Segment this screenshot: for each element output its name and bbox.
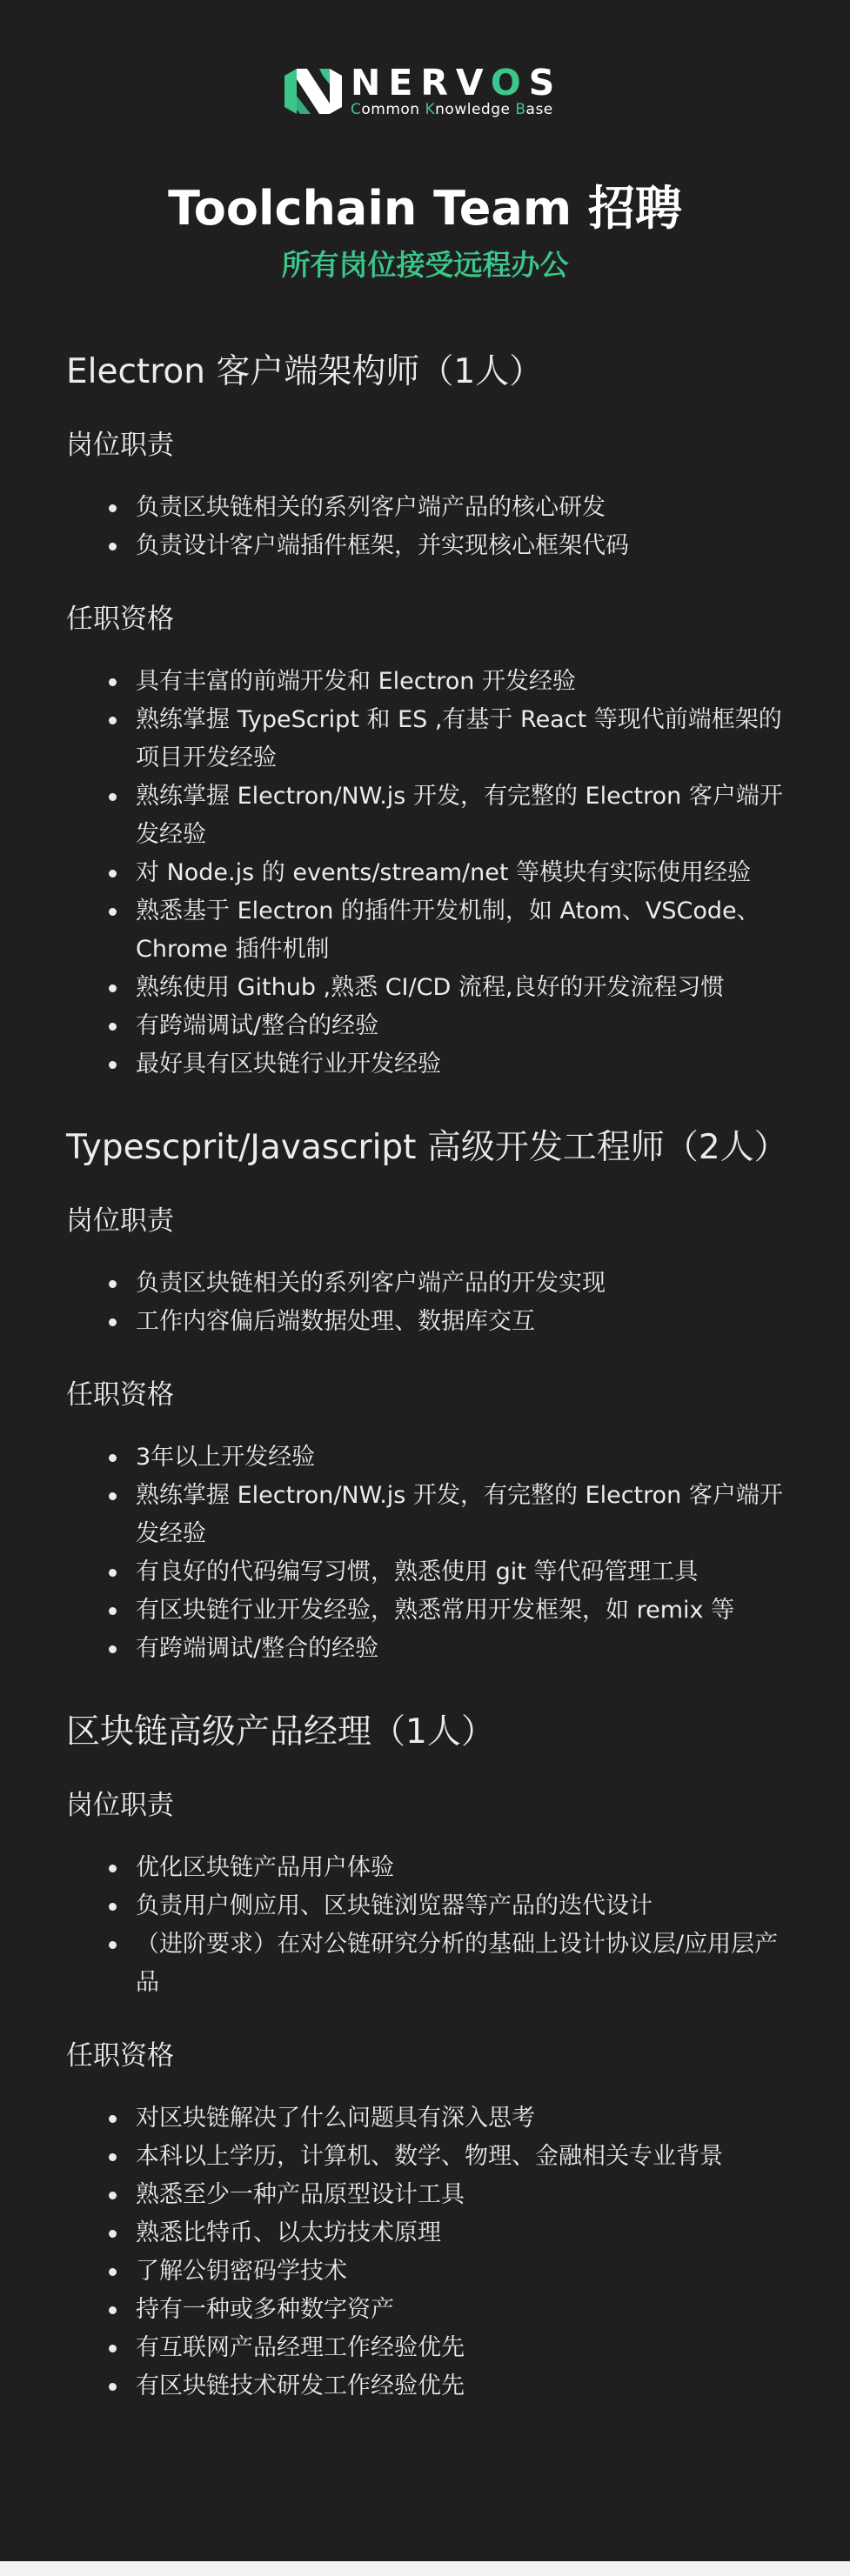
- duties-list: [66, 1849, 788, 2002]
- duties-heading: 岗位职责: [66, 1790, 174, 1821]
- logo-name: NERVOS: [351, 62, 563, 103]
- requirement-item: 了解公钥密码学技术: [136, 2252, 788, 2291]
- duties-heading: 岗位职责: [66, 1205, 174, 1237]
- requirement-item: 有跨端调试/整合的经验: [136, 1007, 788, 1045]
- job-title: 区块链高级产品经理（1人）: [66, 1712, 495, 1752]
- nervos-logo: [284, 64, 562, 118]
- job-electron-architect: [66, 348, 788, 1084]
- requirement-item: 有互联网产品经理工作经验优先: [136, 2329, 788, 2367]
- requirement-item: 有区块链行业开发经验，熟悉常用开发框架，如 remix 等: [136, 1592, 788, 1630]
- requirement-item: 熟练掌握 Electron/NW.js 开发，有完整的 Electron 客户端开发经验: [136, 1477, 788, 1553]
- duty-item: 负责区块链相关的系列客户端产品的开发实现: [136, 1265, 788, 1303]
- requirement-item: 熟悉比特币、以太坊技术原理: [136, 2214, 788, 2252]
- requirement-item: 有跨端调试/整合的经验: [136, 1630, 788, 1668]
- page-title: Toolchain Team 招聘: [168, 181, 682, 236]
- requirements-heading: 任职资格: [66, 2040, 174, 2072]
- duty-item: 工作内容偏后端数据处理、数据库交互: [136, 1303, 788, 1341]
- requirement-item: 熟悉至少一种产品原型设计工具: [136, 2176, 788, 2214]
- job-blockchain-pm: [66, 1708, 788, 2406]
- requirement-item: 熟练掌握 TypeScript 和 ES ,有基于 React 等现代前端框架的项目开发经验: [136, 701, 788, 777]
- duties-heading: 岗位职责: [66, 430, 174, 461]
- requirement-item: 持有一种或多种数字资产: [136, 2291, 788, 2329]
- requirements-list: [66, 2099, 788, 2406]
- requirement-item: 有良好的代码编写习惯，熟悉使用 git 等代码管理工具: [136, 1553, 788, 1592]
- requirement-item: 3年以上开发经验: [136, 1438, 788, 1477]
- bottom-margin: [0, 2561, 850, 2576]
- nervos-logo-icon: [284, 65, 342, 117]
- requirement-item: 对 Node.js 的 events/stream/net 等模块有实际使用经验: [136, 854, 788, 892]
- requirement-item: 有区块链技术研发工作经验优先: [136, 2367, 788, 2406]
- requirements-heading: 任职资格: [66, 1379, 174, 1411]
- requirements-list: [66, 1438, 788, 1668]
- requirement-item: 本科以上学历，计算机、数学、物理、金融相关专业背景: [136, 2138, 788, 2176]
- job-title: Electron 客户端架构师（1人）: [66, 352, 544, 391]
- logo-wordmark: [351, 64, 562, 118]
- requirement-item: 对区块链解决了什么问题具有深入思考: [136, 2099, 788, 2138]
- requirement-item: 熟练掌握 Electron/NW.js 开发，有完整的 Electron 客户端开发经验: [136, 777, 788, 854]
- requirement-item: 最好具有区块链行业开发经验: [136, 1045, 788, 1084]
- duty-item: 负责区块链相关的系列客户端产品的核心研发: [136, 489, 788, 527]
- requirement-item: 具有丰富的前端开发和 Electron 开发经验: [136, 663, 788, 701]
- job-list: [66, 348, 788, 2446]
- requirements-heading: 任职资格: [66, 604, 174, 635]
- requirements-list: [66, 663, 788, 1084]
- duty-item: 优化区块链产品用户体验: [136, 1849, 788, 1887]
- duty-item: （进阶要求）在对公链研究分析的基础上设计协议层/应用层产品: [136, 1925, 788, 2002]
- duties-list: [66, 1265, 788, 1341]
- page-subtitle: 所有岗位接受远程办公: [281, 248, 569, 282]
- requirement-item: 熟悉基于 Electron 的插件开发机制，如 Atom、VSCode、Chrome 插件机制: [136, 892, 788, 969]
- duty-item: 负责设计客户端插件框架，并实现核心框架代码: [136, 527, 788, 565]
- duty-item: 负责用户侧应用、区块链浏览器等产品的迭代设计: [136, 1887, 788, 1925]
- duties-list: [66, 489, 788, 565]
- logo-tagline: Common Knowledge Base: [351, 101, 553, 118]
- requirement-item: 熟练使用 Github ,熟悉 CI/CD 流程,良好的开发流程习惯: [136, 969, 788, 1007]
- job-title: Typescprit/Javascript 高级开发工程师（2人）: [66, 1128, 788, 1167]
- job-ts-js-engineer: [66, 1124, 788, 1668]
